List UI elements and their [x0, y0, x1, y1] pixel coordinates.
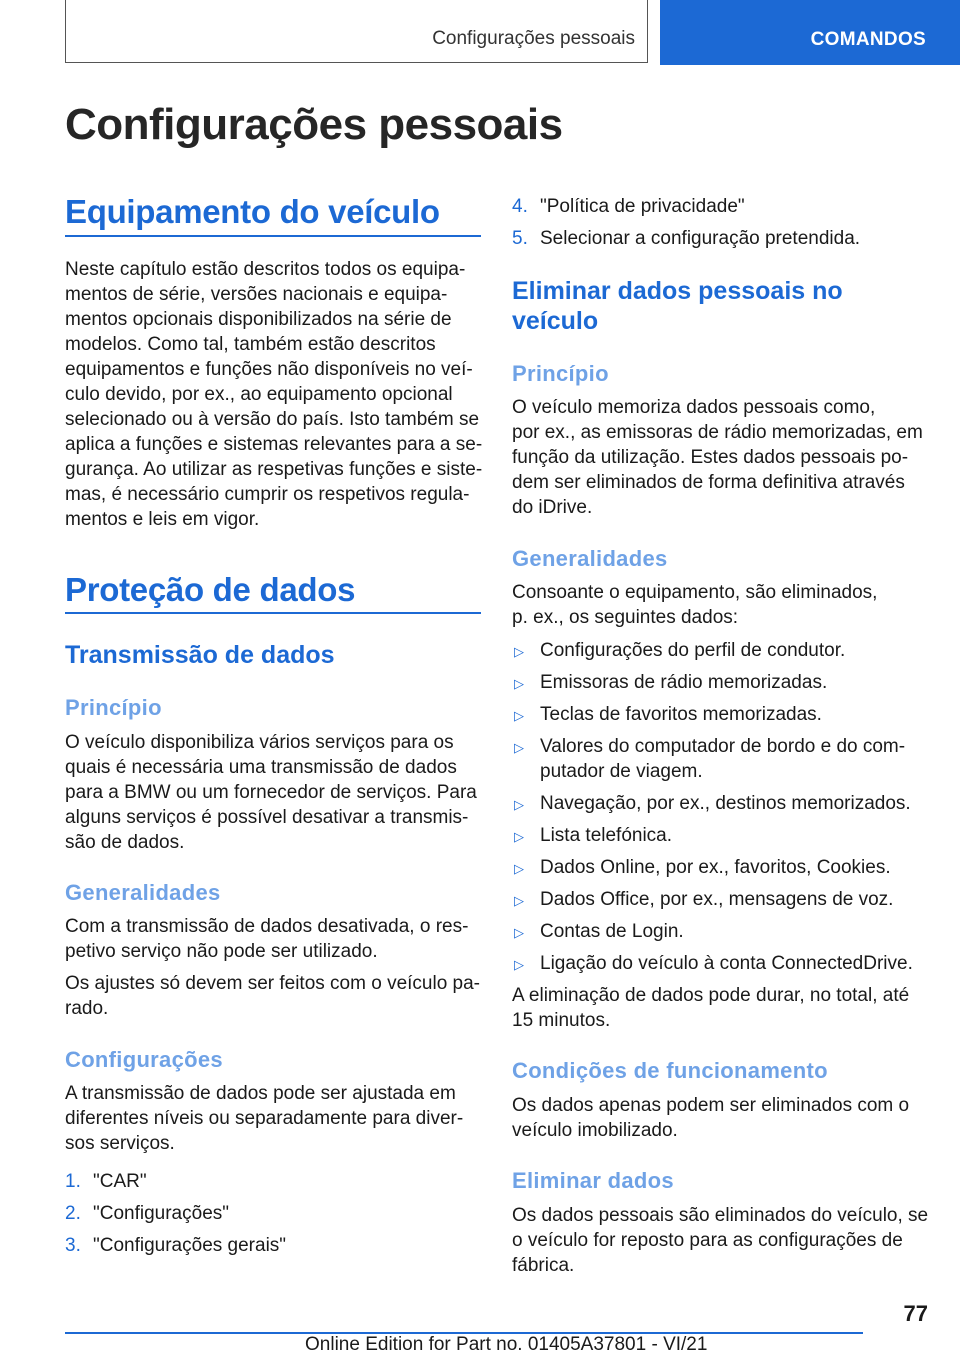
triangle-bullet-icon: ▷ [514, 644, 524, 659]
heading-delete-data: Eliminar dados [512, 1168, 674, 1193]
deleted-data-bullet-list [512, 638, 928, 976]
triangle-bullet-icon: ▷ [514, 797, 524, 812]
list-item: 4. "Política de privacidade" [512, 196, 745, 217]
general-paragraph-2: Os ajustes só devem ser feitos com o veículo pa- rado. [65, 973, 481, 1019]
triangle-bullet-icon: ▷ [514, 829, 524, 844]
header-chapter-label: COMANDOS [810, 29, 926, 50]
list-item: 2. "Configurações" [65, 1203, 230, 1224]
footer-edition-text: Online Edition for Part no. 01405A37801 - VI/21 [305, 1334, 708, 1355]
section-rule [65, 235, 481, 237]
principle-paragraph: O veículo memoriza dados pessoais como, por ex., as emissoras de rádio memorizadas, em função da utilização. Estes dados pessoais po- dem ser eliminados de forma definitiva através do iDrive. [512, 397, 923, 518]
triangle-bullet-icon: ▷ [514, 861, 524, 876]
heading-principle: Princípio [65, 695, 162, 720]
header-section-box [65, 0, 648, 63]
list-item: 3. "Configurações gerais" [65, 1235, 287, 1256]
section-title-data-protection: Proteção de dados [65, 571, 356, 608]
header-chapter-tab [660, 0, 960, 65]
heading-operating-conditions: Condições de funcionamento [512, 1058, 828, 1083]
triangle-bullet-icon: ▷ [514, 740, 524, 755]
subsection-title-delete-personal-data: Eliminar dados pessoais no veículo [512, 277, 843, 335]
general-paragraph-1: Com a transmissão de dados desativada, o res- petivo serviço não pode ser utilizado. [65, 916, 469, 962]
list-item: ▷ Dados Online, por ex., favoritos, Cookies. [512, 855, 928, 880]
triangle-bullet-icon: ▷ [514, 676, 524, 691]
triangle-bullet-icon: ▷ [514, 708, 524, 723]
list-item: ▷ Navegação, por ex., destinos memorizados. [512, 791, 928, 816]
heading-principle: Princípio [512, 361, 609, 386]
list-item: ▷ Emissoras de rádio memorizadas. [512, 670, 928, 695]
section-rule [65, 612, 481, 614]
list-item: 5. Selecionar a configuração pretendida. [512, 228, 861, 249]
heading-general: Generalidades [512, 546, 668, 571]
equipment-paragraph: Neste capítulo estão descritos todos os equipa- mentos de série, versões nacionais e equipa- mentos opcionais disponibilizados na série de modelos. Como tal, também estão descritos equipamentos e funções não disponíveis no veí- culo devido, por ex., ao equipamento opcional selecionado ou à versão do país. Isto também se aplica a funções e sistemas relevantes para a se- gurança. Ao utilizar as respetivas funções e siste- mas, é necessário cumprir os respetivos regula- mentos e leis em vigor. [65, 259, 483, 530]
list-item: ▷ Configurações do perfil de condutor. [512, 638, 928, 663]
list-item: ▷ Lista telefónica. [512, 823, 928, 848]
principle-paragraph: O veículo disponibiliza vários serviços para os quais é necessária uma transmissão de dados para a BMW ou um fornecedor de serviços. Para alguns serviços é possível desativar a transmis- são de dados. [65, 732, 477, 853]
list-item: ▷ Teclas de favoritos memorizadas. [512, 702, 928, 727]
subsection-title-data-transmission: Transmissão de dados [65, 641, 335, 669]
settings-paragraph: A transmissão de dados pode ser ajustada em diferentes níveis ou separadamente para diver- sos serviços. [65, 1083, 464, 1154]
triangle-bullet-icon: ▷ [514, 925, 524, 940]
operating-conditions-paragraph: Os dados apenas podem ser eliminados com o veículo imobilizado. [512, 1095, 910, 1141]
list-item: ▷ Ligação do veículo à conta ConnectedDrive. [512, 951, 928, 976]
section-title-equipment: Equipamento do veículo [65, 193, 440, 230]
settings-steps-list-continued [512, 194, 928, 251]
settings-steps-list [65, 1169, 481, 1258]
list-item: ▷ Valores do computador de bordo e do com- putador de viagem. [514, 736, 906, 782]
triangle-bullet-icon: ▷ [514, 957, 524, 972]
header-section-title: Configurações pessoais [432, 28, 635, 49]
triangle-bullet-icon: ▷ [514, 893, 524, 908]
page-number: 77 [903, 1301, 928, 1326]
general-paragraph: Consoante o equipamento, são eliminados, p. ex., os seguintes dados: [512, 582, 878, 628]
list-item: 1. "CAR" [65, 1171, 147, 1192]
list-item: ▷ Dados Office, por ex., mensagens de voz. [512, 887, 928, 912]
heading-settings: Configurações [65, 1047, 223, 1072]
delete-data-paragraph: Os dados pessoais são eliminados do veículo, se o veículo for reposto para as configurações de fábrica. [512, 1205, 929, 1276]
list-item: ▷ Contas de Login. [512, 919, 928, 944]
page-title: Configurações pessoais [65, 100, 563, 149]
deletion-duration-paragraph: A eliminação de dados pode durar, no total, até 15 minutos. [512, 985, 910, 1031]
heading-general: Generalidades [65, 880, 221, 905]
